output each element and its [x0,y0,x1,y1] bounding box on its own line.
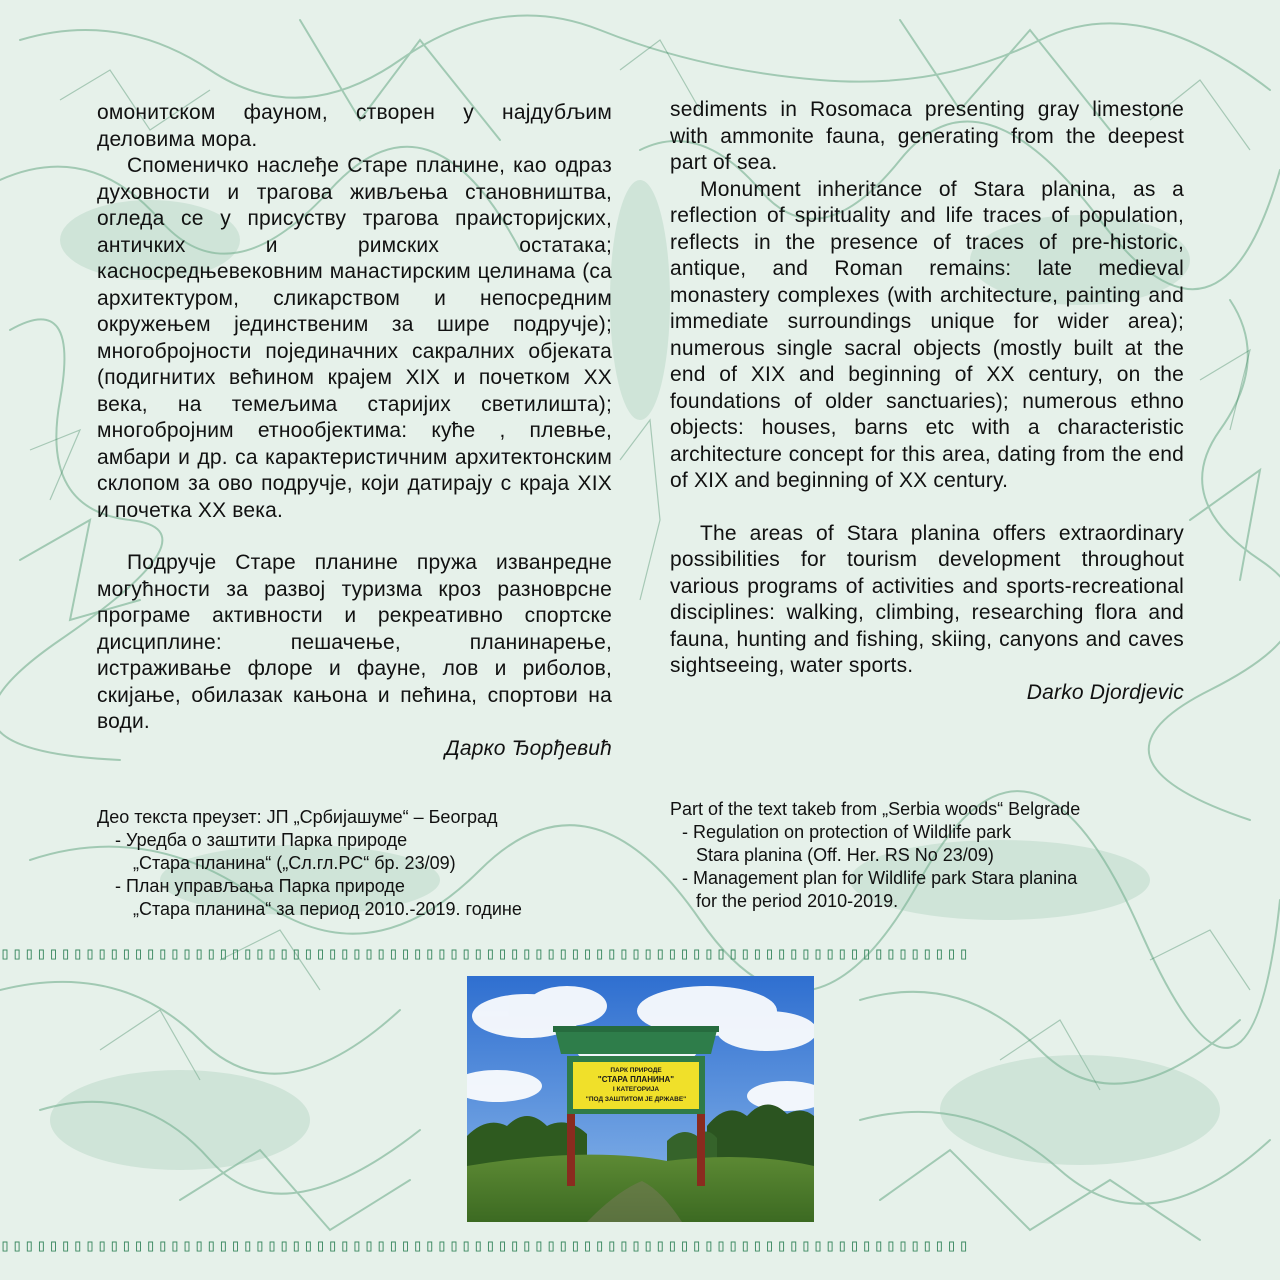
right-signature: Darko Djordjevic [1026,680,1184,704]
sign-line-4: "ПОД ЗАШТИТОМ ЈЕ ДРЖАВЕ" [585,1096,687,1103]
sign-line-3: I КАТЕГОРИЈА [612,1086,660,1093]
sources-left-item-1: - Уредба о заштити Парка природе [115,830,408,850]
left-paragraph-3: Подручје Старе планине пружа изванредне могућности за развој туризма кроз разноврсне програме активности и рекреативно спортске дисциплине: пешачење, планинарење, истраживање флоре и фауне, лов и риболов, скијање, обилазак кањона и пећина, спортови на води. [97,551,612,733]
right-paragraph-2: Monument inheritance of Stara planina, as a reflection of spirituality and life traces of population, reflects in the presence of traces of pre-historic, antique, and Roman remains: late medieval monastery complexes (with architecture, painting and immediate surroundings unique for wider area); numerous single sacral objects (mostly built at the end of XIX and beginning of XX century, on the foundations of older sanctuaries); numerous ethno objects: houses, barns etc with a characteristic architecture concept for this area, dating from the end of XIX and beginning of XX century. [670,177,1184,492]
park-sign-photo [467,976,814,1222]
sources-left-heading: Део текста преузет: ЈП „Србијашуме“ – Београд [97,807,498,827]
right-paragraph-1: sediments in Rosomaca presenting gray limestone with ammonite fauna, generating from the deepest part of sea. [670,98,1184,174]
right-paragraph-3: The areas of Stara planina offers extraordinary possibilities for tourism development throughout various programs of activities and sports-recreational disciplines: walking, climbing, researching flora and fauna, hunting and fishing, skiing, canyons and caves sightseeing, water sports. [670,521,1184,677]
sources-right-item-1-cont: Stara planina (Off. Her. RS No 23/09) [696,845,994,865]
decorative-border-bottom: ▯▯▯▯▯▯▯▯▯▯▯▯▯▯▯▯▯▯▯▯▯▯▯▯▯▯▯▯▯▯▯▯▯▯▯▯▯▯▯▯▯▯▯▯▯▯▯▯▯▯▯▯▯▯▯▯▯▯▯▯▯▯▯▯▯▯▯▯▯▯▯▯▯▯▯▯▯▯▯▯ [0,1236,971,1256]
sign-line-2: "СТАРА ПЛАНИНА" [597,1075,675,1084]
right-column-text [670,97,1184,706]
sources-right-heading: Part of the text takeb from „Serbia woods“ Belgrade [670,799,1081,819]
left-signature: Дарко Ђорђевић [444,736,612,760]
sources-left-item-2: - План управљања Парка природе [115,876,405,896]
sources-right [670,798,1190,913]
sources-left [97,806,617,921]
sources-left-item-1-cont: „Стара планина“ („Сл.гл.РС“ бр. 23/09) [133,853,456,873]
left-paragraph-2: Споменичко наслеђе Старе планине, као одраз духовности и трагова живљења становништва, огледа се у присуству трагова праисторијских, античких и римских остатака; каснoсредњевековним манастирским целинама (са архитектуром, сликарством и непосредним окружењем јединственим за шире подручје); многобројности појединачних сакралних објеката (подигнитих већином крајем XIX и почетком XX века, на темељима старијих светилишта); многобројним етнообјектима: куће , плевње, амбари и др. са карактеристичним архитектонским склопом за ово подручје, који датирају с краја XIX и почетка XX века. [97,154,612,522]
sources-right-item-2-cont: for the period 2010-2019. [696,891,899,911]
sign-line-1: ПАРК ПРИРОДЕ [610,1067,662,1074]
decorative-border-top: ▯▯▯▯▯▯▯▯▯▯▯▯▯▯▯▯▯▯▯▯▯▯▯▯▯▯▯▯▯▯▯▯▯▯▯▯▯▯▯▯▯▯▯▯▯▯▯▯▯▯▯▯▯▯▯▯▯▯▯▯▯▯▯▯▯▯▯▯▯▯▯▯▯▯▯▯▯▯▯▯ [0,944,971,964]
left-paragraph-1: омонитском фауном, створен у најдубљим деловима мора. [97,101,612,151]
left-column-text [97,100,612,762]
sources-right-item-2: - Management plan for Wildlife park Stara planina [682,868,1078,888]
sources-left-item-2-cont: „Стара планина“ за период 2010.-2019. године [133,899,522,919]
sources-right-item-1: - Regulation on protection of Wildlife park [682,822,1012,842]
